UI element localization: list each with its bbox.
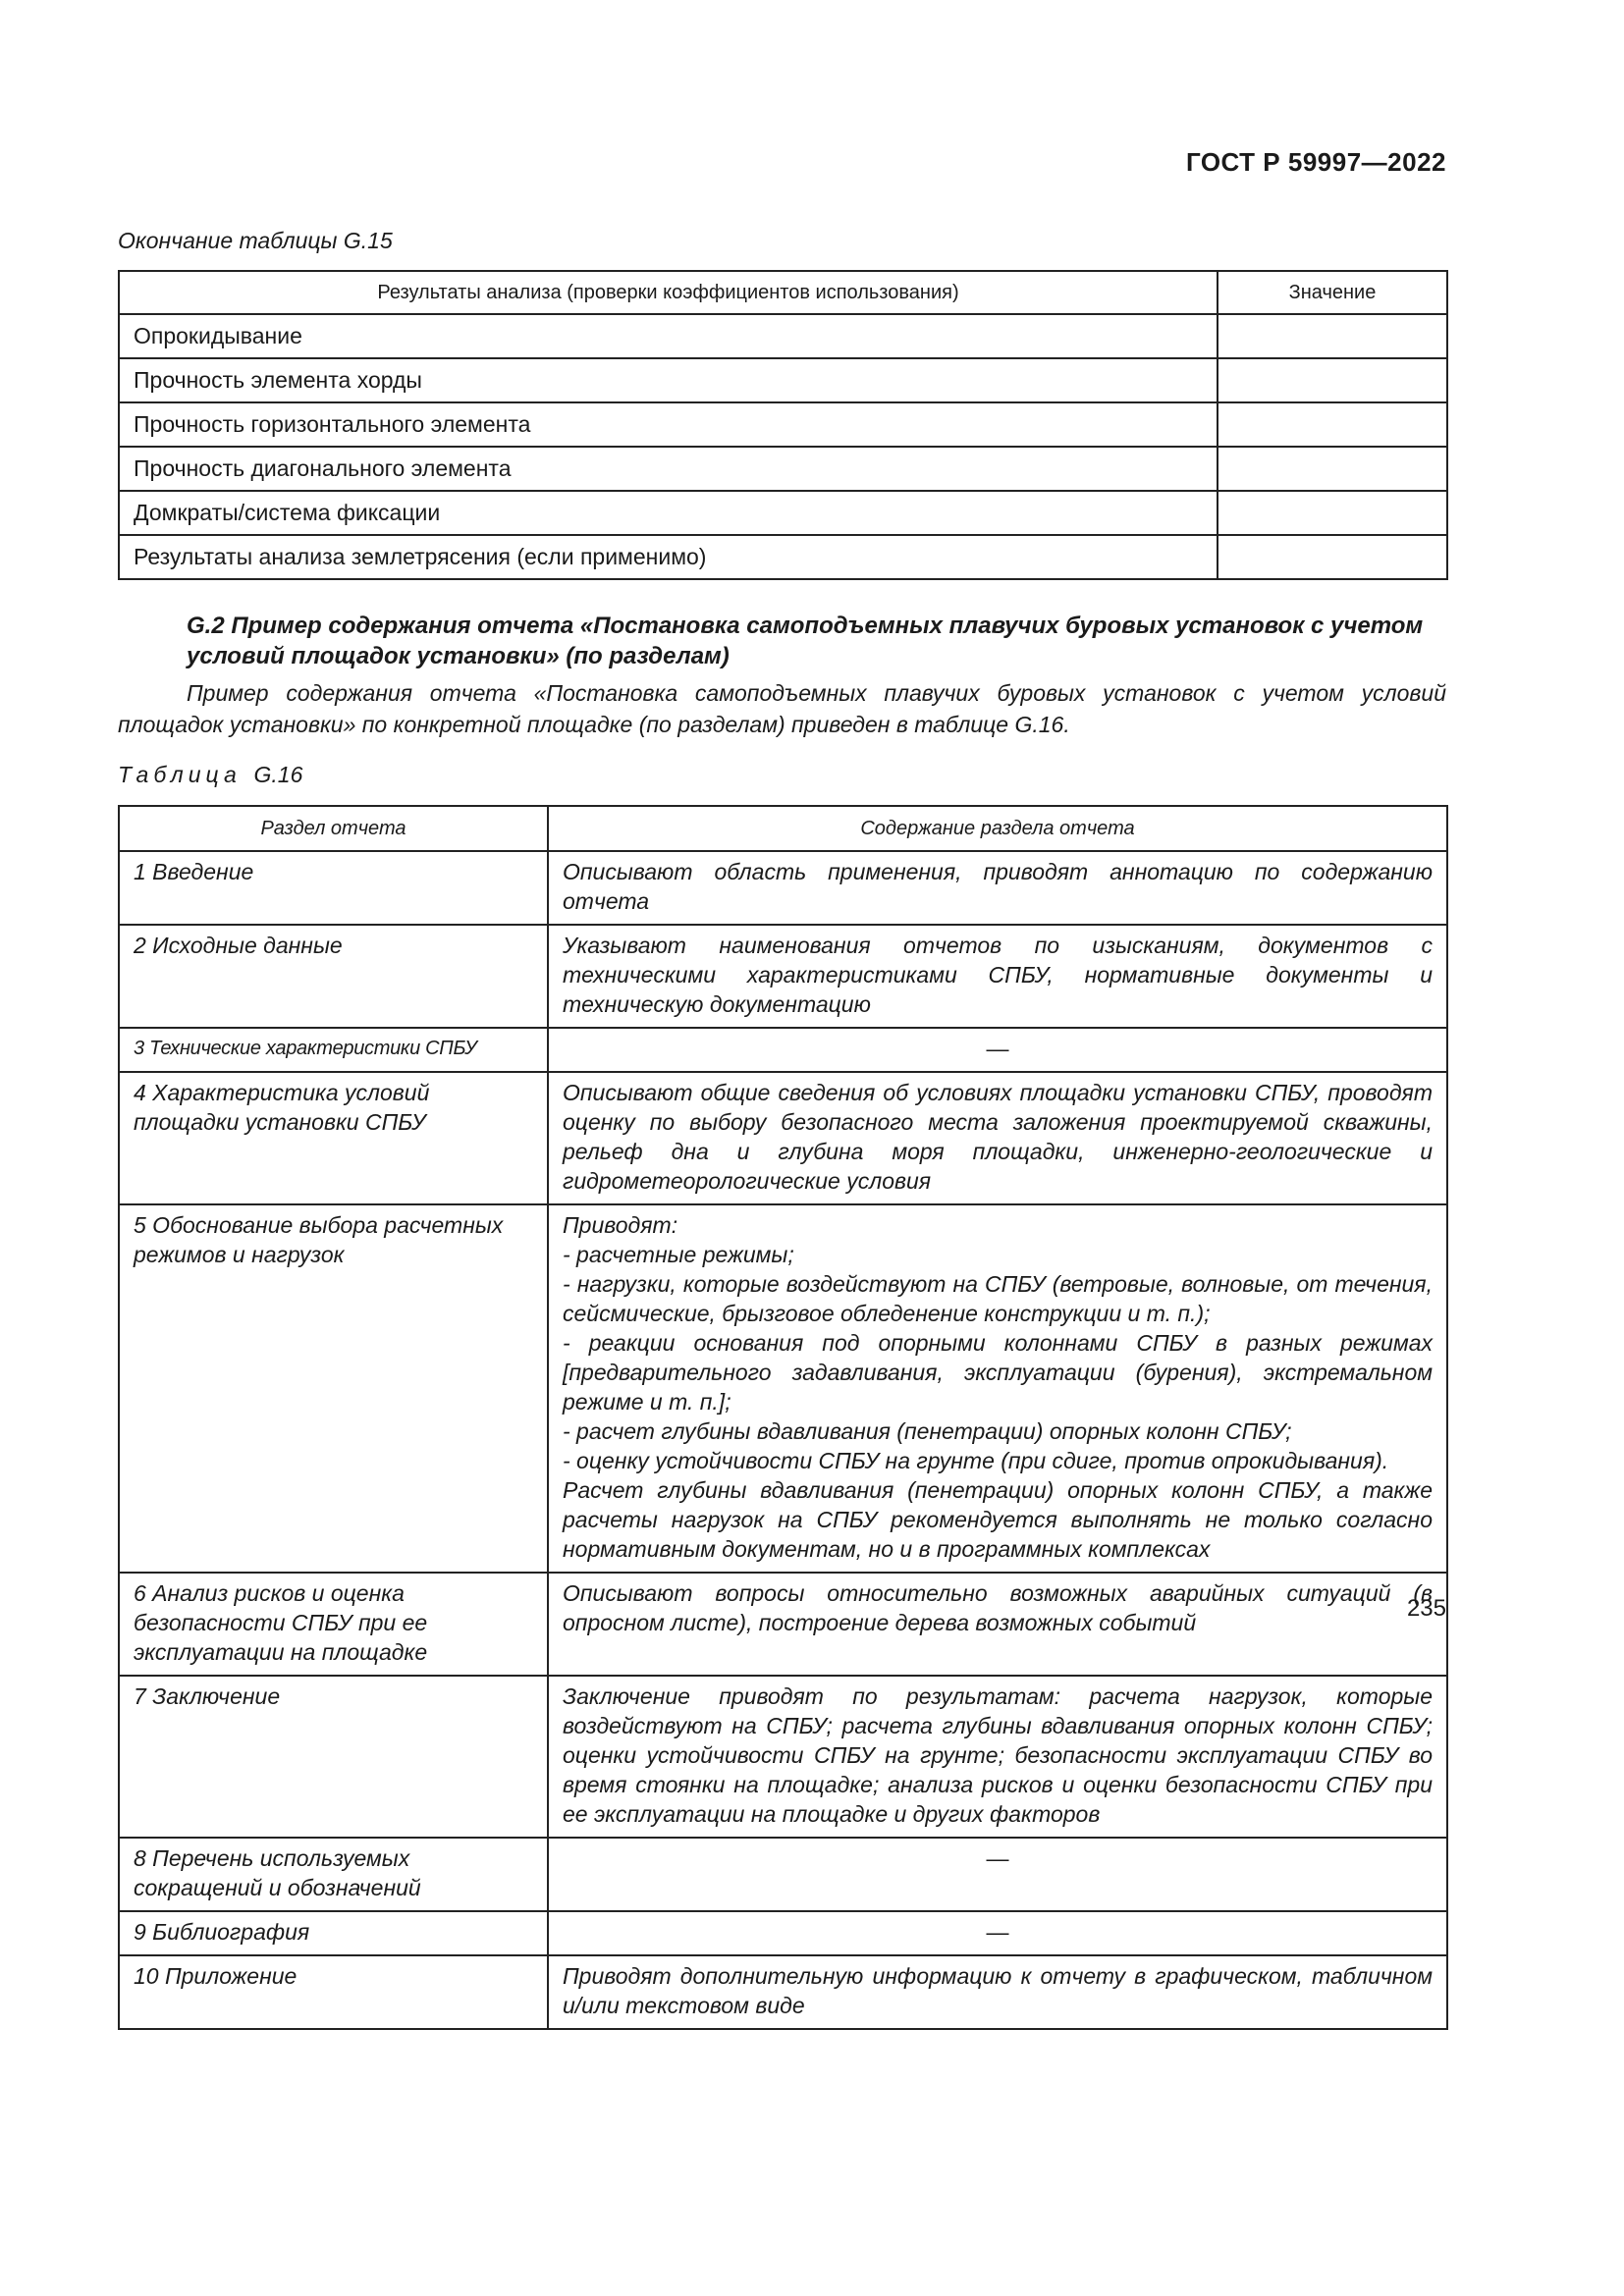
result-value <box>1218 358 1447 402</box>
table-row <box>119 491 1447 535</box>
column-header-section: Раздел отчета <box>119 806 548 851</box>
content-line: - оценку устойчивости СПБУ на грунте (при сдиге, против опрокидывания). <box>563 1448 1389 1473</box>
report-section-name: 10 Приложение <box>119 1955 548 2029</box>
report-section-content: — <box>548 1838 1447 1911</box>
result-value <box>1218 314 1447 358</box>
table-row <box>119 1676 1447 1838</box>
result-label: Домкраты/система фиксации <box>119 491 1218 535</box>
table-row <box>119 314 1447 358</box>
report-section-name: 1 Введение <box>119 851 548 925</box>
report-section-content: Описывают вопросы относительно возможных аварийных ситуаций (в опросном листе), построение дерева возможных событий <box>548 1573 1447 1676</box>
result-value <box>1218 447 1447 491</box>
table-row <box>119 402 1447 447</box>
report-section-name: 5 Обоснование выбора расчетных режимов и нагрузок <box>119 1204 548 1573</box>
table-row <box>119 1028 1447 1072</box>
report-section-name: 7 Заключение <box>119 1676 548 1838</box>
content-line: Приводят: <box>563 1212 678 1238</box>
result-label: Прочность диагонального элемента <box>119 447 1218 491</box>
result-label: Опрокидывание <box>119 314 1218 358</box>
report-section-content: Описывают общие сведения об условиях площадки установки СПБУ, проводят оценку по выбору безопасного места заложения проектируемой скважины, рельеф дна и глубина моря площадки, инженерно-геологические и гидрометеорологические условия <box>548 1072 1447 1204</box>
content-line: - расчет глубины вдавливания (пенетрации) опорных колонн СПБУ; <box>563 1418 1292 1444</box>
content-line: - расчетные режимы; <box>563 1242 794 1267</box>
report-section-name: 8 Перечень используемых сокращений и обозначений <box>119 1838 548 1911</box>
report-section-content: Указывают наименования отчетов по изысканиям, документов с техническими характеристиками СПБУ, нормативные документы и техническую документацию <box>548 925 1447 1028</box>
table-row <box>119 1573 1447 1676</box>
table-word: Таблица <box>118 762 242 787</box>
result-label: Результаты анализа землетрясения (если применимо) <box>119 535 1218 579</box>
result-value <box>1218 491 1447 535</box>
report-section-name: 4 Характеристика условий площадки установки СПБУ <box>119 1072 548 1204</box>
content-line: - реакции основания под опорными колоннами СПБУ в разных режимах [предварительного задавливания, эксплуатации (бурения), экстремальном режиме и т. п.]; <box>563 1330 1433 1415</box>
table-row <box>119 447 1447 491</box>
table-g15 <box>118 270 1448 580</box>
result-value <box>1218 402 1447 447</box>
table-header-row <box>119 271 1447 314</box>
report-section-name: 2 Исходные данные <box>119 925 548 1028</box>
report-section-content: — <box>548 1911 1447 1955</box>
table-row <box>119 1204 1447 1573</box>
content-line: Расчет глубины вдавливания (пенетрации) опорных колонн СПБУ, а также расчеты нагрузок на СПБУ рекомендуется выполнять не только согласно нормативным документам, но и в программных комплексах <box>563 1477 1433 1562</box>
report-section-content: Описывают область применения, приводят аннотацию по содержанию отчета <box>548 851 1447 925</box>
table-g15-caption: Окончание таблицы G.15 <box>118 228 393 253</box>
section-g2-paragraph: Пример содержания отчета «Постановка самоподъемных плавучих буровых установок с учетом условий площадок установки» по конкретной площадке (по разделам) приведен в таблице G.16. <box>118 680 1446 737</box>
column-header-value: Значение <box>1218 271 1447 314</box>
column-header-content: Содержание раздела отчета <box>548 806 1447 851</box>
table-g16 <box>118 805 1448 2030</box>
report-section-name: 3 Технические характеристики СПБУ <box>119 1028 548 1072</box>
table-g16-caption <box>118 762 302 788</box>
table-row <box>119 851 1447 925</box>
table-row <box>119 1911 1447 1955</box>
table-header-row <box>119 806 1447 851</box>
table-row <box>119 1838 1447 1911</box>
content-line: - нагрузки, которые воздействуют на СПБУ (ветровые, волновые, от течения, сейсмические, брызговое обледенение конструкции и т. п.); <box>563 1271 1433 1326</box>
section-g2-title: G.2 Пример содержания отчета «Постановка самоподъемных плавучих буровых установок с учетом условий площадок установки» (по разделам) <box>187 613 1424 669</box>
table-row <box>119 925 1447 1028</box>
page-number: 235 <box>1406 1595 1446 1622</box>
table-number: G.16 <box>253 762 303 787</box>
document-standard-number: ГОСТ Р 59997—2022 <box>1185 147 1446 177</box>
result-value <box>1218 535 1447 579</box>
table-row <box>119 358 1447 402</box>
column-header-results: Результаты анализа (проверки коэффициентов использования) <box>119 271 1218 314</box>
report-section-content: Приводят дополнительную информацию к отчету в графическом, табличном и/или текстовом виде <box>548 1955 1447 2029</box>
result-label: Прочность элемента хорды <box>119 358 1218 402</box>
report-section-name: 6 Анализ рисков и оценка безопасности СПБУ при ее эксплуатации на площадке <box>119 1573 548 1676</box>
report-section-name: 9 Библиография <box>119 1911 548 1955</box>
table-row <box>119 1072 1447 1204</box>
result-label: Прочность горизонтального элемента <box>119 402 1218 447</box>
report-section-content <box>548 1204 1447 1573</box>
table-row <box>119 535 1447 579</box>
table-row <box>119 1955 1447 2029</box>
report-section-content: — <box>548 1028 1447 1072</box>
report-section-content: Заключение приводят по результатам: расчета нагрузок, которые воздействуют на СПБУ; расчета глубины вдавливания опорных колонн СПБУ; оценки устойчивости СПБУ на грунте; безопасности эксплуатации СПБУ во время стоянки на площадке; анализа рисков и оценки безопасности СПБУ при ее эксплуатации на площадке и других факторов <box>548 1676 1447 1838</box>
